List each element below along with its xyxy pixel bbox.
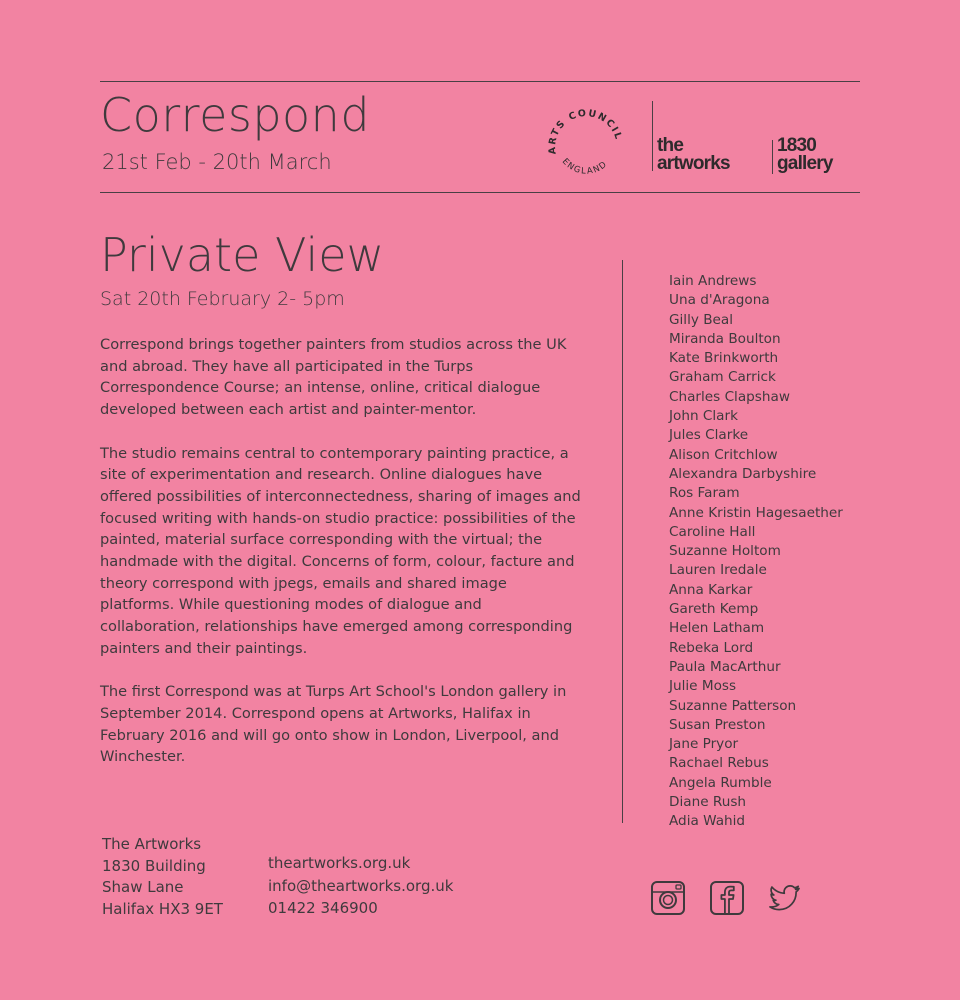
gallery-logo-line2: gallery <box>777 153 833 175</box>
artist-name: Gareth Kemp <box>669 601 759 618</box>
artist-name: Gilly Beal <box>669 311 734 328</box>
artist-name: Una d'Aragona <box>669 292 770 309</box>
exhibition-dates: 21st Feb - 20th March <box>102 150 332 174</box>
artist-name: Alexandra Darbyshire <box>669 465 817 482</box>
description-paragraph-1: Correspond brings together painters from studios across the UK and abroad. They have all participated in the Turps Correspondence Course; an intense, online, critical dialogue developed between each artist and painter-mentor. <box>100 336 567 419</box>
description <box>100 334 585 790</box>
logo-divider-right <box>772 140 773 174</box>
artist-name: Charles Clapshaw <box>669 388 790 405</box>
header-bottom-rule <box>100 192 860 193</box>
svg-text:ARTS COUNCIL <box>547 108 624 155</box>
artist-name: Helen Latham <box>669 620 765 637</box>
column-divider <box>622 260 623 823</box>
artist-name: Alison Critchlow <box>669 446 778 463</box>
artist-name: Julie Moss <box>669 678 737 695</box>
instagram-icon[interactable] <box>650 880 686 916</box>
arts-council-logo <box>540 96 632 180</box>
website-link[interactable]: theartworks.org.uk <box>268 854 411 872</box>
svg-text:ENGLAND <box>560 157 610 177</box>
artist-name: Adia Wahid <box>669 813 746 830</box>
artist-name: Jane Pryor <box>669 736 739 753</box>
address-line: Shaw Lane <box>102 878 184 897</box>
artist-name: Angela Rumble <box>669 774 772 791</box>
phone-number: 01422 346900 <box>268 899 378 917</box>
artist-name: Susan Preston <box>669 716 766 733</box>
artist-name: Rachael Rebus <box>669 755 769 772</box>
private-view-time: Sat 20th February 2- 5pm <box>100 288 345 310</box>
email-link[interactable]: info@theartworks.org.uk <box>268 876 454 895</box>
artist-name: Paula MacArthur <box>669 658 781 675</box>
artist-name: Anna Karkar <box>669 581 753 598</box>
artworks-logo-line1: the <box>657 135 684 156</box>
artist-name: Suzanne Patterson <box>669 697 797 714</box>
artist-name: Lauren Iredale <box>669 562 767 579</box>
artworks-logo-line2: artworks <box>657 153 730 175</box>
gallery-logo <box>777 137 833 173</box>
artist-name: Miranda Boulton <box>669 330 781 347</box>
artist-name: Caroline Hall <box>669 523 756 540</box>
artist-name: Rebeka Lord <box>669 639 754 656</box>
artist-name: Graham Carrick <box>669 369 776 386</box>
artworks-logo <box>657 137 730 173</box>
artist-list <box>669 272 843 832</box>
twitter-icon[interactable] <box>766 880 802 916</box>
arts-council-top-text: ARTS COUNCIL <box>546 107 625 155</box>
artist-name: Iain Andrews <box>669 273 757 289</box>
address-line: Halifax HX3 9ET <box>102 900 223 919</box>
artist-name: Anne Kristin Hagesaether <box>669 504 843 521</box>
artist-name: Kate Brinkworth <box>669 350 779 367</box>
contact-details <box>268 852 453 920</box>
private-view-heading: Private View <box>100 228 385 282</box>
logo-divider-left <box>652 101 653 171</box>
artist-name: Diane Rush <box>669 794 747 811</box>
address-line: The Artworks <box>102 835 202 853</box>
description-paragraph-2: The studio remains central to contemporary painting practice, a site of experimentation and research. Online dialogues have offered possibilities of interconnectedness, sharing of images and focused writing with hands-on studio practice: possibilities of the painted, material surface corresponding with the virtual; the handmade with the digital. Concerns of form, colour, facture and theory correspond with jpegs, emails and shared image platforms. While questioning modes of dialogue and collaboration, relationships have emerged among corresponding painters and their paintings. <box>100 444 581 657</box>
artist-name: Suzanne Holtom <box>669 543 781 560</box>
gallery-logo-line1: 1830 <box>777 135 817 156</box>
description-paragraph-3: The first Correspond was at Turps Art School's London gallery in September 2014. Correspond opens at Artworks, Halifax in February 2016 and will go onto show in London, Liverpool, and Winchester. <box>100 683 567 766</box>
facebook-icon[interactable] <box>709 880 745 916</box>
venue-address <box>102 834 223 921</box>
artist-name: Ros Faram <box>669 485 740 502</box>
exhibition-title: Correspond <box>100 88 371 142</box>
address-line: 1830 Building <box>102 856 206 875</box>
arts-council-bottom-text: ENGLAND <box>559 156 610 177</box>
header-top-rule <box>100 81 860 82</box>
artist-name: Jules Clarke <box>669 427 749 444</box>
artist-name: John Clark <box>669 408 738 425</box>
